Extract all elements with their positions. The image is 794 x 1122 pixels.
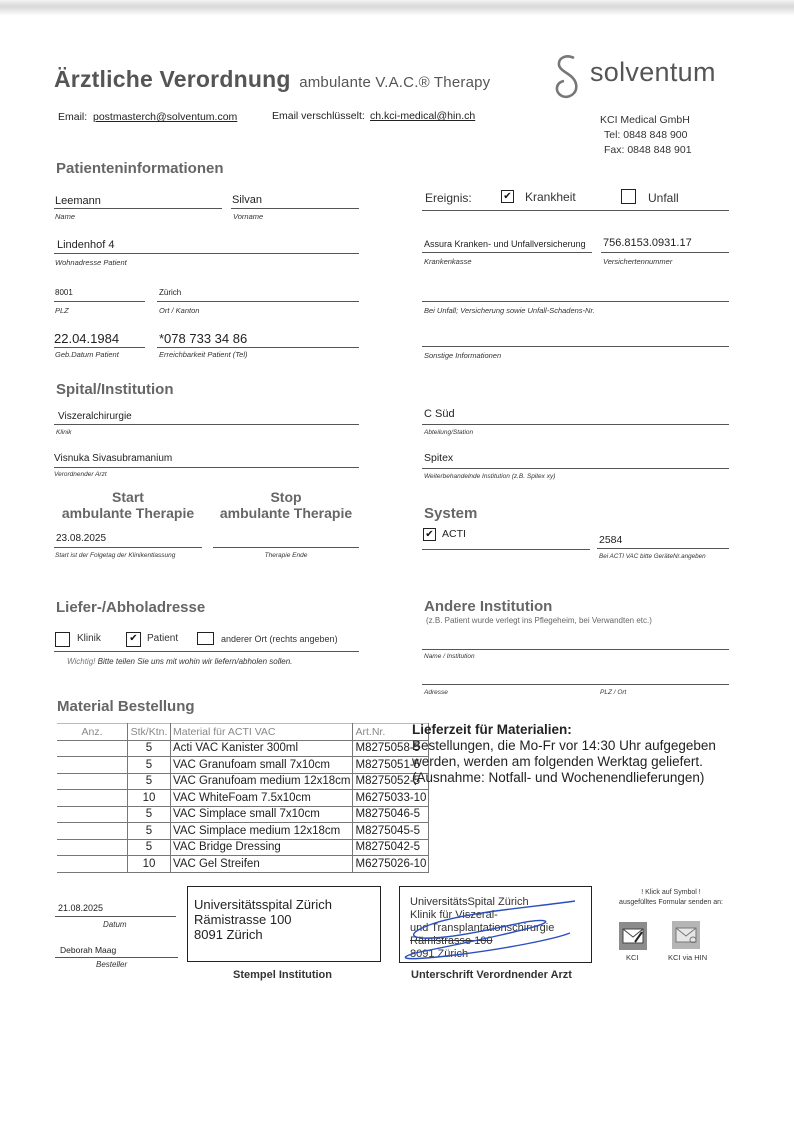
device-number-label: Bei ACTI VAC bitte GeräteNr.angeben: [599, 553, 706, 560]
unfall-label: Unfall: [648, 191, 679, 205]
art-number-cell: M6275026-10: [353, 856, 429, 873]
stop-heading-line2: ambulante Therapie: [219, 505, 353, 521]
company-tel: Tel: 0848 848 900: [604, 129, 688, 141]
send-kci-hin-button[interactable]: [672, 921, 700, 949]
art-number-cell: M6275033-10: [353, 790, 429, 807]
patient-firstname-field[interactable]: Silvan: [232, 194, 262, 206]
klinik-field[interactable]: Viszeralchirurgie: [58, 411, 132, 422]
other-institution-subheading: (z.B. Patient wurde verlegt ins Pflegeheim, bei Verwandten etc.): [426, 616, 652, 625]
station-field[interactable]: C Süd: [424, 408, 455, 420]
title-subtitle: ambulante V.A.C.® Therapy: [299, 74, 491, 91]
col-art: Art.Nr.: [353, 724, 429, 741]
institution-heading: Spital/Institution: [56, 381, 174, 398]
doctor-field[interactable]: Visnuka Sivasubramanium: [54, 453, 173, 464]
materials-heading: Material Bestellung: [57, 698, 195, 715]
send-hint: [605, 888, 737, 908]
title-main: Ärztliche Verordnung: [54, 66, 291, 92]
stk-cell: 10: [128, 856, 171, 873]
follow-up-field[interactable]: Spitex: [424, 452, 454, 464]
stamp-line: Universitätsspital Zürich: [194, 897, 332, 912]
material-cell: VAC Granufoam medium 12x18cm: [171, 773, 353, 790]
delivery-other-label: anderer Ort (rechts angeben): [221, 634, 338, 644]
send-hint-line2: ausgefülltes Formular senden an:: [619, 899, 723, 906]
delivery-other-checkbox[interactable]: [197, 632, 214, 645]
signature-stamp-line: 8091 Zürich: [410, 948, 469, 960]
insurer-label: Krankenkasse: [424, 257, 472, 266]
table-row: [57, 806, 429, 823]
unfall-checkbox[interactable]: [621, 189, 636, 204]
table-row: [57, 823, 429, 840]
signature-stamp-line: UniversitätsSpital Zürich: [410, 896, 529, 908]
institution-stamp-box: [187, 886, 381, 962]
delivery-info-line3: (Ausnahme: Notfall- und Wochenendlieferungen): [412, 770, 705, 785]
other-info-label: Sonstige Informationen: [424, 351, 502, 360]
email-label: Email:: [58, 111, 88, 123]
email-link[interactable]: postmasterch@solventum.com: [93, 111, 238, 123]
anz-cell[interactable]: [57, 839, 128, 856]
material-cell: VAC Simplace medium 12x18cm: [171, 823, 353, 840]
signature-stamp-line: Klinik für Viszeral-: [410, 909, 498, 921]
mail-pen-icon: [622, 928, 644, 944]
col-material: Material für ACTI VAC: [171, 724, 353, 741]
stk-cell: 5: [128, 773, 171, 790]
signature-scribble-icon: [395, 893, 595, 963]
acti-label: ACTI: [442, 528, 466, 540]
stop-heading-line1: Stop: [270, 489, 302, 505]
system-heading: System: [424, 505, 478, 522]
patient-address-label: Wohnadresse Patient: [55, 258, 127, 267]
stk-cell: 5: [128, 757, 171, 774]
anz-cell[interactable]: [57, 740, 128, 757]
send-kci-hin-label: KCI via HIN: [668, 953, 708, 962]
start-heading-line2: ambulante Therapie: [61, 505, 195, 521]
table-row: [57, 790, 429, 807]
patient-city-field[interactable]: Zürich: [159, 288, 182, 297]
delivery-info-line1: Bestellungen, die Mo-Fr vor 14:30 Uhr aufgegeben: [412, 738, 716, 753]
note-emphasis: Wichtig!: [67, 657, 96, 666]
start-therapy-heading: [54, 489, 202, 521]
patient-phone-field[interactable]: *078 733 34 86: [159, 331, 248, 346]
patient-name-field[interactable]: Leemann: [55, 195, 101, 207]
patient-address-field[interactable]: Lindenhof 4: [57, 239, 115, 251]
station-label: Abteilung/Station: [424, 429, 474, 436]
stamp-institution-label: Stempel Institution: [233, 969, 332, 981]
krankheit-checkbox[interactable]: [501, 190, 514, 203]
krankheit-label: Krankheit: [525, 190, 576, 204]
stk-cell: 5: [128, 823, 171, 840]
stk-cell: 5: [128, 740, 171, 757]
check-icon: ✔: [503, 191, 512, 202]
email-encrypted-link[interactable]: ch.kci-medical@hin.ch: [370, 110, 476, 122]
anz-cell[interactable]: [57, 856, 128, 873]
follow-up-label: Weiterbehandelnde Institution (z.B. Spitex xy): [424, 473, 556, 480]
stop-therapy-heading: [213, 489, 359, 521]
anz-cell[interactable]: [57, 790, 128, 807]
stop-date-label: Therapie Ende: [264, 552, 308, 559]
patient-firstname-label: Vorname: [233, 212, 264, 221]
patient-heading: Patienteninformationen: [56, 160, 224, 177]
delivery-klinik-label: Klinik: [77, 633, 101, 644]
institution-stamp-text: [194, 897, 332, 942]
patient-plz-label: PLZ: [55, 306, 69, 315]
stamp-line: Rämistrasse 100: [194, 912, 292, 927]
table-row: [57, 839, 429, 856]
delivery-note: [67, 657, 292, 666]
insured-number-field[interactable]: 756.8153.0931.17: [603, 237, 692, 249]
col-stk: Stk/Ktn.: [128, 724, 171, 741]
patient-plz-field[interactable]: 8001: [55, 288, 73, 297]
note-text: Bitte teilen Sie uns mit wohin wir liefern/abholen sollen.: [97, 657, 293, 666]
company-info: [600, 113, 692, 158]
insurer-field[interactable]: Assura Kranken- und Unfallversicherung: [424, 239, 586, 249]
anz-cell[interactable]: [57, 757, 128, 774]
stk-cell: 5: [128, 806, 171, 823]
anz-cell[interactable]: [57, 806, 128, 823]
table-row: [57, 773, 429, 790]
start-date-field[interactable]: 23.08.2025: [56, 533, 107, 544]
start-heading-line1: Start: [112, 489, 144, 505]
send-hint-line1: ! Klick auf Symbol !: [641, 889, 701, 896]
col-anz: Anz.: [57, 724, 128, 741]
scan-edge: [0, 0, 794, 16]
patient-name-label: Name: [55, 212, 76, 221]
material-cell: VAC Bridge Dressing: [171, 839, 353, 856]
solventum-logo-icon: [552, 54, 584, 100]
stamp-line: 8091 Zürich: [194, 927, 263, 942]
other-institution-heading: Andere Institution: [424, 598, 553, 615]
company-fax: Fax: 0848 848 901: [604, 144, 692, 156]
table-row: [57, 740, 429, 757]
table-header-row: [57, 724, 429, 741]
delivery-heading: Liefer-/Abholadresse: [56, 599, 206, 616]
anz-cell[interactable]: [57, 773, 128, 790]
patient-city-label: Ort / Kanton: [159, 306, 200, 315]
accident-insurance-label: Bei Unfall; Versicherung sowie Unfall-Schadens-Nr.: [424, 306, 595, 315]
event-label: Ereignis:: [425, 191, 472, 205]
signature-stamp-line: Rämistrasse 100: [410, 935, 493, 947]
material-cell: Acti VAC Kanister 300ml: [171, 740, 353, 757]
patient-birthdate-label: Geb.Datum Patient: [55, 350, 119, 359]
material-cell: VAC Simplace small 7x10cm: [171, 806, 353, 823]
logo-text: solventum: [590, 57, 716, 87]
delivery-patient-checkbox[interactable]: [126, 632, 141, 647]
material-cell: VAC Gel Streifen: [171, 856, 353, 873]
patient-phone-label: Erreichbarkeit Patient (Tel): [159, 350, 248, 359]
material-cell: VAC Granufoam small 7x10cm: [171, 757, 353, 774]
check-icon: ✔: [129, 633, 138, 644]
doctor-label: Verordnender Arzt: [54, 471, 107, 478]
art-number-cell: M8275058-5: [353, 740, 429, 757]
page-title: [54, 66, 490, 93]
order-date-field[interactable]: 21.08.2025: [58, 903, 104, 913]
stk-cell: 5: [128, 839, 171, 856]
other-plz-label: PLZ / Ort: [600, 689, 627, 696]
orderer-field[interactable]: Deborah Maag: [60, 945, 117, 955]
mail-icon: [675, 927, 697, 943]
patient-birthdate-field[interactable]: 22.04.1984: [54, 331, 120, 346]
signature-label: Unterschrift Verordnender Arzt: [411, 969, 572, 981]
start-date-label: Start ist der Folgetag der Klinikentlassung: [55, 552, 176, 559]
company-name: KCI Medical GmbH: [600, 114, 690, 126]
table-row: [57, 856, 429, 873]
materials-table: [57, 723, 429, 873]
order-date-label: Datum: [103, 920, 127, 929]
klinik-label: Klinik: [56, 429, 72, 436]
delivery-klinik-checkbox[interactable]: [55, 632, 70, 647]
art-number-cell: M8275042-5: [353, 839, 429, 856]
art-number-cell: M8275046-5: [353, 806, 429, 823]
delivery-patient-label: Patient: [147, 633, 179, 644]
anz-cell[interactable]: [57, 823, 128, 840]
check-icon: ✔: [425, 529, 434, 540]
signature-stamp-line: und Transplantationschirurgie: [410, 922, 555, 934]
table-row: [57, 757, 429, 774]
art-number-cell: M8275051-5: [353, 757, 429, 774]
delivery-info-line2: werden, werden am folgenden Werktag geliefert.: [412, 754, 703, 769]
send-kci-button[interactable]: [619, 922, 647, 950]
acti-checkbox[interactable]: [423, 528, 436, 541]
other-address-label: Adresse: [424, 689, 448, 696]
email-encrypted-label: Email verschlüsselt:: [272, 110, 365, 122]
material-cell: VAC WhiteFoam 7.5x10cm: [171, 790, 353, 807]
device-number-field[interactable]: 2584: [599, 534, 623, 546]
send-kci-label: KCI: [626, 953, 639, 962]
art-number-cell: M8275052-5: [353, 773, 429, 790]
other-name-label: Name / Institution: [424, 653, 475, 660]
art-number-cell: M8275045-5: [353, 823, 429, 840]
insured-number-label: Versichertennummer: [603, 257, 673, 266]
orderer-label: Besteller: [96, 960, 128, 969]
stk-cell: 10: [128, 790, 171, 807]
delivery-info: [412, 722, 716, 786]
delivery-info-title: Lieferzeit für Materialien:: [412, 722, 572, 737]
